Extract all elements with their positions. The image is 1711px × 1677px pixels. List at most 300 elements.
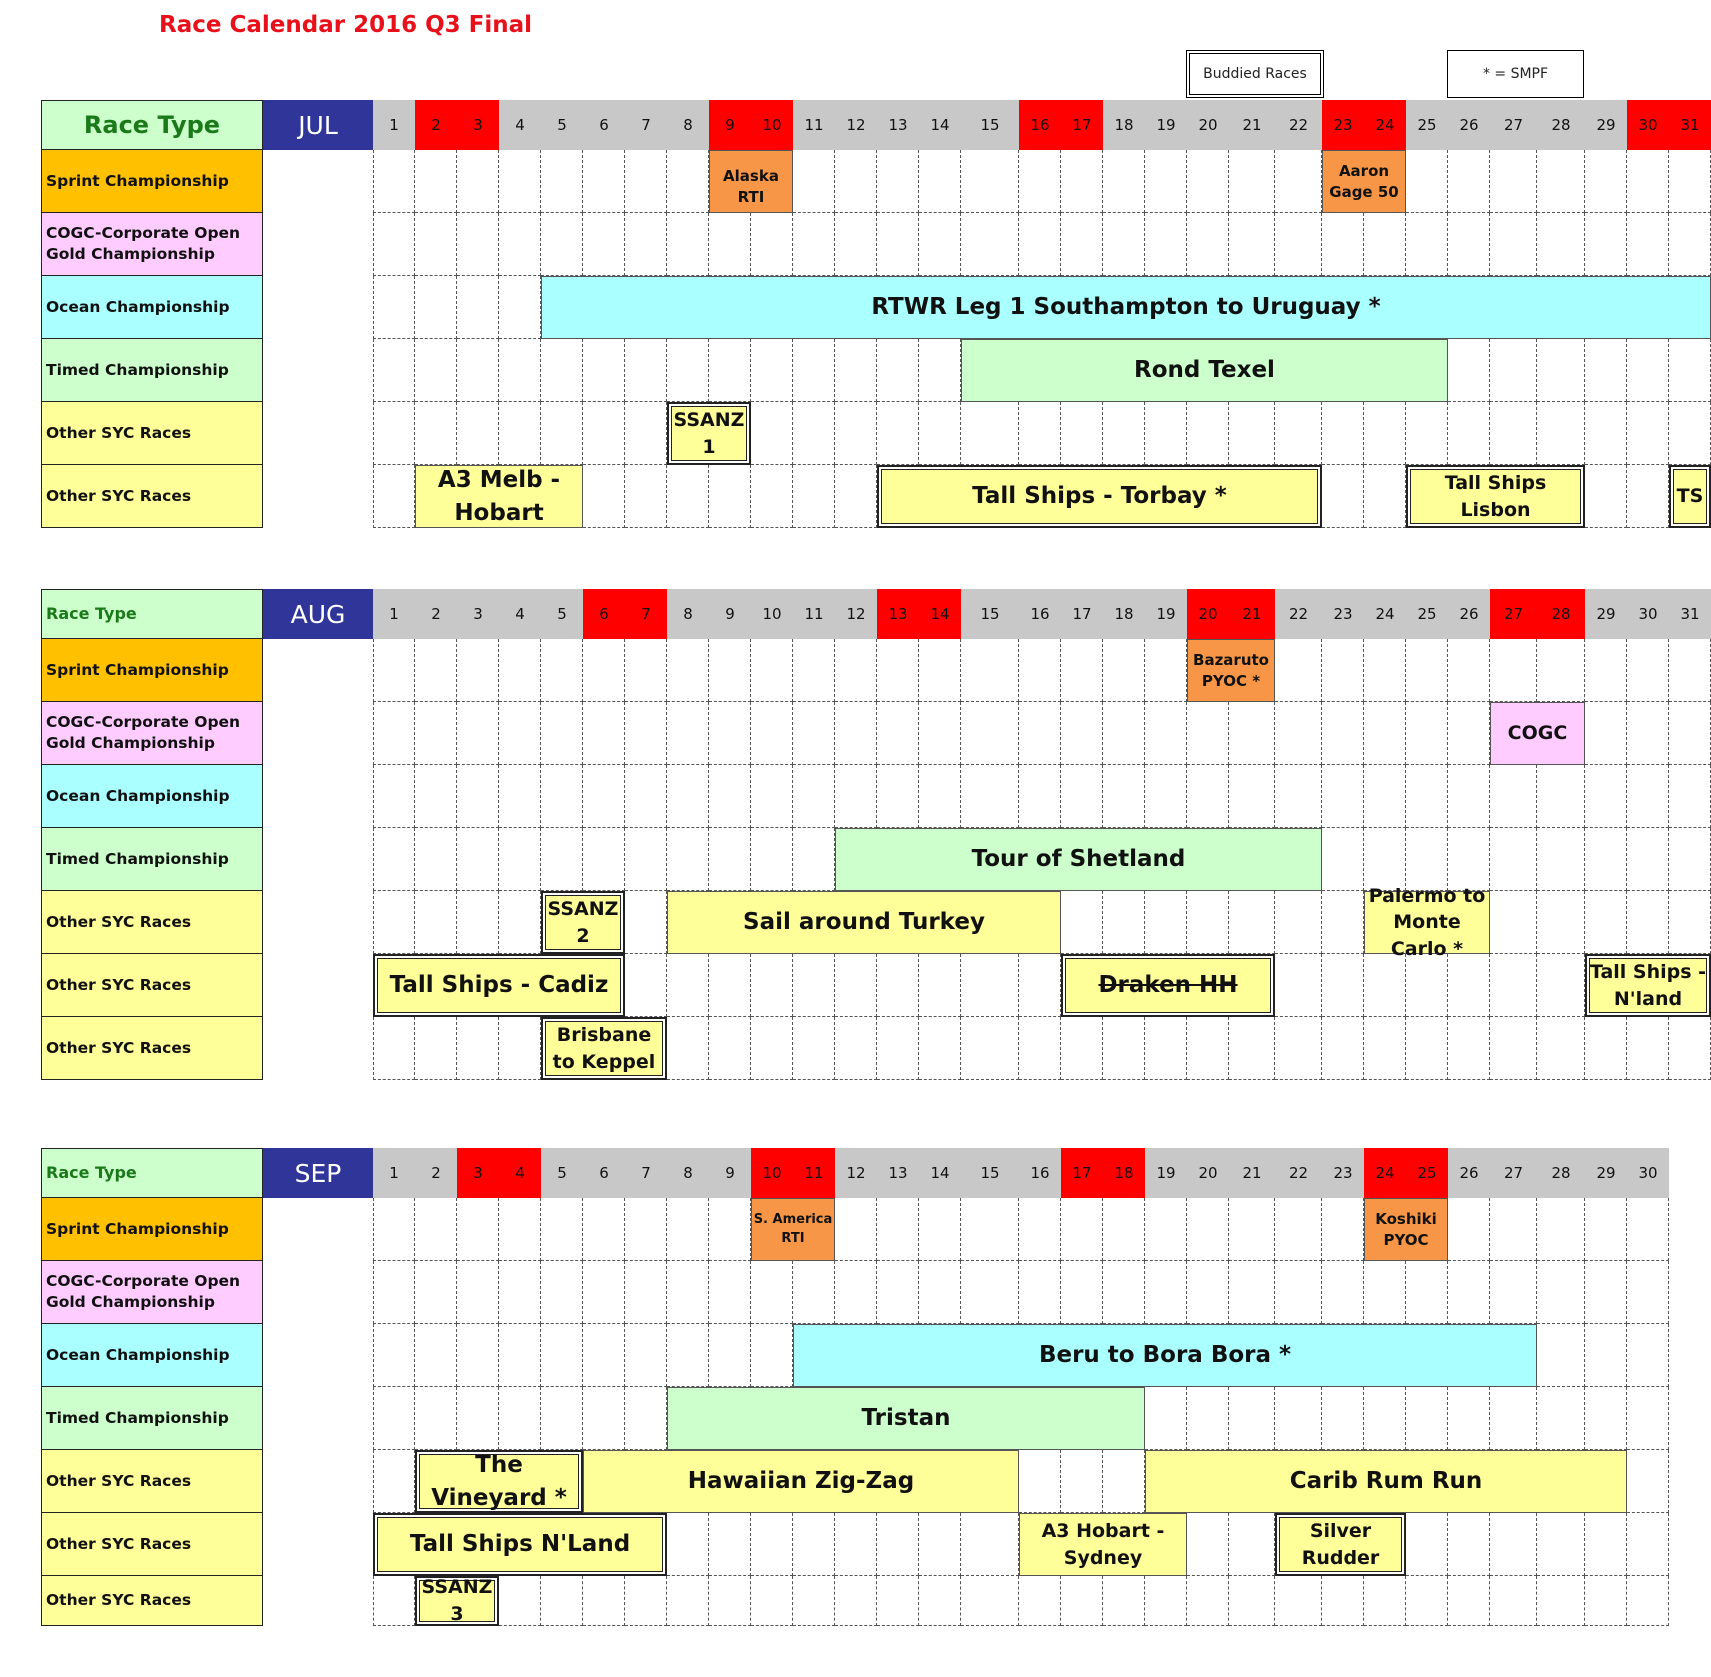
calendar-cell[interactable] — [1490, 954, 1537, 1017]
calendar-cell[interactable] — [709, 954, 751, 1017]
calendar-cell[interactable] — [1537, 1324, 1585, 1387]
calendar-cell[interactable] — [835, 339, 877, 402]
calendar-cell[interactable] — [1406, 1576, 1448, 1626]
calendar-cell[interactable] — [1585, 1576, 1627, 1626]
calendar-cell[interactable] — [877, 1198, 919, 1261]
calendar-cell[interactable] — [1490, 1198, 1537, 1261]
race-bar[interactable] — [667, 1387, 1145, 1450]
calendar-cell[interactable] — [415, 1017, 457, 1080]
calendar-cell[interactable] — [583, 465, 625, 528]
calendar-cell[interactable] — [835, 954, 877, 1017]
calendar-cell[interactable] — [835, 702, 877, 765]
calendar-cell[interactable] — [919, 702, 961, 765]
calendar-cell[interactable] — [1229, 1576, 1275, 1626]
calendar-cell[interactable] — [583, 1198, 625, 1261]
calendar-cell[interactable] — [1406, 1017, 1448, 1080]
calendar-cell[interactable] — [415, 1261, 457, 1324]
calendar-cell[interactable] — [1406, 150, 1448, 213]
calendar-cell[interactable] — [1490, 828, 1537, 891]
calendar-cell[interactable] — [1364, 954, 1406, 1017]
calendar-cell[interactable] — [919, 954, 961, 1017]
calendar-cell[interactable] — [541, 213, 583, 276]
calendar-cell[interactable] — [583, 1324, 625, 1387]
calendar-cell[interactable] — [1448, 1017, 1490, 1080]
calendar-cell[interactable] — [499, 1261, 541, 1324]
calendar-cell[interactable] — [541, 828, 583, 891]
calendar-cell[interactable] — [751, 465, 793, 528]
calendar-cell[interactable] — [961, 639, 1019, 702]
calendar-cell[interactable] — [583, 1576, 625, 1626]
calendar-cell[interactable] — [373, 150, 415, 213]
calendar-cell[interactable] — [709, 702, 751, 765]
calendar-cell[interactable] — [583, 213, 625, 276]
race-bar[interactable] — [415, 1450, 583, 1513]
calendar-cell[interactable] — [1275, 1198, 1322, 1261]
calendar-cell[interactable] — [1229, 1017, 1275, 1080]
calendar-cell[interactable] — [793, 765, 835, 828]
calendar-cell[interactable] — [1585, 213, 1627, 276]
calendar-cell[interactable] — [415, 891, 457, 954]
calendar-cell[interactable] — [1406, 402, 1448, 465]
calendar-cell[interactable] — [1275, 402, 1322, 465]
calendar-cell[interactable] — [1364, 765, 1406, 828]
calendar-cell[interactable] — [1061, 639, 1103, 702]
calendar-cell[interactable] — [1322, 702, 1364, 765]
calendar-cell[interactable] — [1187, 1198, 1229, 1261]
calendar-cell[interactable] — [415, 1387, 457, 1450]
calendar-cell[interactable] — [709, 1017, 751, 1080]
calendar-cell[interactable] — [1275, 1261, 1322, 1324]
calendar-cell[interactable] — [751, 1017, 793, 1080]
calendar-cell[interactable] — [1229, 765, 1275, 828]
calendar-cell[interactable] — [1406, 702, 1448, 765]
calendar-cell[interactable] — [541, 702, 583, 765]
calendar-cell[interactable] — [373, 213, 415, 276]
calendar-cell[interactable] — [1537, 891, 1585, 954]
calendar-cell[interactable] — [1490, 1387, 1537, 1450]
calendar-cell[interactable] — [1627, 1261, 1669, 1324]
calendar-cell[interactable] — [1490, 1017, 1537, 1080]
calendar-cell[interactable] — [667, 1576, 709, 1626]
calendar-cell[interactable] — [751, 1513, 793, 1576]
calendar-cell[interactable] — [499, 828, 541, 891]
calendar-cell[interactable] — [1364, 1017, 1406, 1080]
race-bar[interactable] — [1275, 1513, 1406, 1576]
calendar-cell[interactable] — [1448, 1387, 1490, 1450]
calendar-cell[interactable] — [415, 765, 457, 828]
calendar-cell[interactable] — [1145, 1017, 1187, 1080]
calendar-cell[interactable] — [1627, 1387, 1669, 1450]
calendar-cell[interactable] — [1490, 150, 1537, 213]
calendar-cell[interactable] — [709, 1324, 751, 1387]
calendar-cell[interactable] — [457, 1387, 499, 1450]
calendar-cell[interactable] — [1275, 954, 1322, 1017]
calendar-cell[interactable] — [835, 1017, 877, 1080]
race-bar[interactable] — [1585, 954, 1711, 1017]
calendar-cell[interactable] — [625, 1198, 667, 1261]
race-bar[interactable] — [1406, 465, 1585, 528]
calendar-cell[interactable] — [499, 1324, 541, 1387]
calendar-cell[interactable] — [1585, 1261, 1627, 1324]
calendar-cell[interactable] — [1061, 891, 1103, 954]
calendar-cell[interactable] — [373, 1198, 415, 1261]
calendar-cell[interactable] — [793, 402, 835, 465]
calendar-cell[interactable] — [499, 639, 541, 702]
calendar-cell[interactable] — [373, 639, 415, 702]
calendar-cell[interactable] — [1229, 1387, 1275, 1450]
calendar-cell[interactable] — [499, 891, 541, 954]
calendar-cell[interactable] — [583, 339, 625, 402]
calendar-cell[interactable] — [1019, 954, 1061, 1017]
calendar-cell[interactable] — [1364, 702, 1406, 765]
calendar-cell[interactable] — [1364, 465, 1406, 528]
race-bar[interactable] — [373, 1513, 667, 1576]
calendar-cell[interactable] — [793, 339, 835, 402]
calendar-cell[interactable] — [457, 1261, 499, 1324]
calendar-cell[interactable] — [667, 339, 709, 402]
calendar-cell[interactable] — [751, 1261, 793, 1324]
calendar-cell[interactable] — [1322, 1198, 1364, 1261]
calendar-cell[interactable] — [1490, 1513, 1537, 1576]
calendar-cell[interactable] — [1187, 402, 1229, 465]
calendar-cell[interactable] — [1229, 150, 1275, 213]
calendar-cell[interactable] — [1187, 1387, 1229, 1450]
calendar-cell[interactable] — [1275, 150, 1322, 213]
calendar-cell[interactable] — [709, 1576, 751, 1626]
calendar-cell[interactable] — [1103, 402, 1145, 465]
calendar-cell[interactable] — [541, 1261, 583, 1324]
calendar-cell[interactable] — [1669, 891, 1711, 954]
race-bar[interactable] — [877, 465, 1322, 528]
calendar-cell[interactable] — [1364, 1387, 1406, 1450]
calendar-cell[interactable] — [751, 954, 793, 1017]
calendar-cell[interactable] — [1145, 1387, 1187, 1450]
calendar-cell[interactable] — [835, 639, 877, 702]
calendar-cell[interactable] — [1406, 639, 1448, 702]
calendar-cell[interactable] — [1537, 1387, 1585, 1450]
calendar-cell[interactable] — [1061, 402, 1103, 465]
calendar-cell[interactable] — [1585, 1198, 1627, 1261]
calendar-cell[interactable] — [961, 702, 1019, 765]
calendar-cell[interactable] — [1627, 765, 1669, 828]
race-bar[interactable] — [583, 1450, 1019, 1513]
calendar-cell[interactable] — [1061, 1450, 1103, 1513]
calendar-cell[interactable] — [793, 639, 835, 702]
calendar-cell[interactable] — [793, 1513, 835, 1576]
calendar-cell[interactable] — [1275, 702, 1322, 765]
calendar-cell[interactable] — [1669, 765, 1711, 828]
calendar-cell[interactable] — [1627, 891, 1669, 954]
calendar-cell[interactable] — [961, 213, 1019, 276]
calendar-cell[interactable] — [877, 402, 919, 465]
calendar-cell[interactable] — [751, 339, 793, 402]
calendar-cell[interactable] — [625, 1324, 667, 1387]
calendar-cell[interactable] — [1145, 1576, 1187, 1626]
calendar-cell[interactable] — [625, 828, 667, 891]
calendar-cell[interactable] — [835, 213, 877, 276]
calendar-cell[interactable] — [1019, 639, 1061, 702]
calendar-cell[interactable] — [1145, 150, 1187, 213]
calendar-cell[interactable] — [1061, 150, 1103, 213]
calendar-cell[interactable] — [1145, 702, 1187, 765]
calendar-cell[interactable] — [667, 465, 709, 528]
calendar-cell[interactable] — [1585, 1017, 1627, 1080]
calendar-cell[interactable] — [1229, 702, 1275, 765]
calendar-cell[interactable] — [1537, 1261, 1585, 1324]
race-bar[interactable] — [415, 1576, 499, 1626]
calendar-cell[interactable] — [457, 339, 499, 402]
calendar-cell[interactable] — [541, 402, 583, 465]
calendar-cell[interactable] — [415, 339, 457, 402]
calendar-cell[interactable] — [1103, 702, 1145, 765]
calendar-cell[interactable] — [1187, 891, 1229, 954]
calendar-cell[interactable] — [373, 1576, 415, 1626]
calendar-cell[interactable] — [1364, 828, 1406, 891]
calendar-cell[interactable] — [1145, 1261, 1187, 1324]
calendar-cell[interactable] — [373, 1324, 415, 1387]
calendar-cell[interactable] — [1448, 150, 1490, 213]
calendar-cell[interactable] — [625, 702, 667, 765]
calendar-cell[interactable] — [1585, 339, 1627, 402]
calendar-cell[interactable] — [1322, 1576, 1364, 1626]
calendar-cell[interactable] — [793, 828, 835, 891]
calendar-cell[interactable] — [1275, 891, 1322, 954]
calendar-cell[interactable] — [1669, 402, 1711, 465]
calendar-cell[interactable] — [667, 702, 709, 765]
calendar-cell[interactable] — [835, 465, 877, 528]
calendar-cell[interactable] — [415, 639, 457, 702]
calendar-cell[interactable] — [877, 639, 919, 702]
calendar-cell[interactable] — [1187, 213, 1229, 276]
calendar-cell[interactable] — [541, 1576, 583, 1626]
calendar-cell[interactable] — [1145, 402, 1187, 465]
calendar-cell[interactable] — [457, 150, 499, 213]
calendar-cell[interactable] — [625, 639, 667, 702]
calendar-cell[interactable] — [457, 702, 499, 765]
calendar-cell[interactable] — [961, 1198, 1019, 1261]
calendar-cell[interactable] — [415, 702, 457, 765]
calendar-cell[interactable] — [499, 1576, 541, 1626]
calendar-cell[interactable] — [961, 150, 1019, 213]
calendar-cell[interactable] — [919, 402, 961, 465]
calendar-cell[interactable] — [1585, 1513, 1627, 1576]
calendar-cell[interactable] — [1627, 1450, 1669, 1513]
calendar-cell[interactable] — [667, 1198, 709, 1261]
calendar-cell[interactable] — [1627, 828, 1669, 891]
calendar-cell[interactable] — [541, 1324, 583, 1387]
calendar-cell[interactable] — [373, 1017, 415, 1080]
calendar-cell[interactable] — [1448, 828, 1490, 891]
calendar-cell[interactable] — [415, 1198, 457, 1261]
calendar-cell[interactable] — [751, 702, 793, 765]
calendar-cell[interactable] — [1669, 150, 1711, 213]
calendar-cell[interactable] — [1585, 639, 1627, 702]
calendar-cell[interactable] — [1448, 213, 1490, 276]
calendar-cell[interactable] — [457, 402, 499, 465]
calendar-cell[interactable] — [1585, 1324, 1627, 1387]
calendar-cell[interactable] — [1627, 1576, 1669, 1626]
calendar-cell[interactable] — [1145, 891, 1187, 954]
calendar-cell[interactable] — [1103, 1261, 1145, 1324]
calendar-cell[interactable] — [1187, 150, 1229, 213]
calendar-cell[interactable] — [877, 1576, 919, 1626]
calendar-cell[interactable] — [1019, 1017, 1061, 1080]
calendar-cell[interactable] — [1145, 639, 1187, 702]
calendar-cell[interactable] — [1448, 639, 1490, 702]
calendar-cell[interactable] — [1448, 765, 1490, 828]
calendar-cell[interactable] — [1490, 213, 1537, 276]
calendar-cell[interactable] — [709, 765, 751, 828]
calendar-cell[interactable] — [583, 1387, 625, 1450]
calendar-cell[interactable] — [1322, 891, 1364, 954]
calendar-cell[interactable] — [583, 150, 625, 213]
calendar-cell[interactable] — [709, 1513, 751, 1576]
race-bar[interactable] — [373, 954, 625, 1017]
calendar-cell[interactable] — [373, 765, 415, 828]
calendar-cell[interactable] — [667, 1324, 709, 1387]
race-bar[interactable] — [1322, 150, 1406, 213]
race-bar[interactable] — [1364, 1198, 1448, 1261]
calendar-cell[interactable] — [1103, 150, 1145, 213]
calendar-cell[interactable] — [1019, 1261, 1061, 1324]
calendar-cell[interactable] — [877, 1261, 919, 1324]
calendar-cell[interactable] — [961, 1576, 1019, 1626]
calendar-cell[interactable] — [1448, 1576, 1490, 1626]
calendar-cell[interactable] — [1145, 1198, 1187, 1261]
calendar-cell[interactable] — [1537, 765, 1585, 828]
calendar-cell[interactable] — [667, 1261, 709, 1324]
calendar-cell[interactable] — [1448, 1198, 1490, 1261]
calendar-cell[interactable] — [1322, 639, 1364, 702]
calendar-cell[interactable] — [1103, 1198, 1145, 1261]
calendar-cell[interactable] — [1627, 639, 1669, 702]
calendar-cell[interactable] — [1229, 1261, 1275, 1324]
calendar-cell[interactable] — [835, 765, 877, 828]
calendar-cell[interactable] — [499, 1198, 541, 1261]
calendar-cell[interactable] — [961, 1017, 1019, 1080]
calendar-cell[interactable] — [1322, 465, 1364, 528]
calendar-cell[interactable] — [583, 828, 625, 891]
calendar-cell[interactable] — [1669, 213, 1711, 276]
calendar-cell[interactable] — [877, 1017, 919, 1080]
calendar-cell[interactable] — [793, 465, 835, 528]
calendar-cell[interactable] — [1275, 213, 1322, 276]
calendar-cell[interactable] — [793, 1576, 835, 1626]
calendar-cell[interactable] — [1585, 150, 1627, 213]
race-bar[interactable] — [793, 1324, 1537, 1387]
calendar-cell[interactable] — [1061, 213, 1103, 276]
calendar-cell[interactable] — [373, 465, 415, 528]
calendar-cell[interactable] — [499, 339, 541, 402]
calendar-cell[interactable] — [877, 765, 919, 828]
race-bar[interactable] — [667, 402, 751, 465]
race-bar[interactable] — [751, 1198, 835, 1261]
calendar-cell[interactable] — [1019, 765, 1061, 828]
calendar-cell[interactable] — [1537, 1576, 1585, 1626]
calendar-cell[interactable] — [1406, 1387, 1448, 1450]
calendar-cell[interactable] — [373, 339, 415, 402]
calendar-cell[interactable] — [1187, 765, 1229, 828]
calendar-cell[interactable] — [1490, 639, 1537, 702]
calendar-cell[interactable] — [793, 1261, 835, 1324]
calendar-cell[interactable] — [1145, 213, 1187, 276]
calendar-cell[interactable] — [1537, 1198, 1585, 1261]
calendar-cell[interactable] — [1406, 828, 1448, 891]
race-bar[interactable] — [415, 465, 583, 528]
calendar-cell[interactable] — [751, 1324, 793, 1387]
calendar-cell[interactable] — [877, 954, 919, 1017]
calendar-cell[interactable] — [1669, 339, 1711, 402]
calendar-cell[interactable] — [1229, 1513, 1275, 1576]
calendar-cell[interactable] — [625, 402, 667, 465]
calendar-cell[interactable] — [1448, 702, 1490, 765]
calendar-cell[interactable] — [667, 1513, 709, 1576]
calendar-cell[interactable] — [835, 1261, 877, 1324]
calendar-cell[interactable] — [1448, 339, 1490, 402]
calendar-cell[interactable] — [457, 828, 499, 891]
race-bar[interactable] — [1669, 465, 1711, 528]
calendar-cell[interactable] — [835, 402, 877, 465]
calendar-cell[interactable] — [1537, 339, 1585, 402]
calendar-cell[interactable] — [373, 276, 415, 339]
calendar-cell[interactable] — [667, 150, 709, 213]
calendar-cell[interactable] — [1364, 402, 1406, 465]
calendar-cell[interactable] — [1187, 1017, 1229, 1080]
calendar-cell[interactable] — [751, 765, 793, 828]
calendar-cell[interactable] — [751, 1576, 793, 1626]
calendar-cell[interactable] — [1061, 1576, 1103, 1626]
calendar-cell[interactable] — [499, 150, 541, 213]
calendar-cell[interactable] — [877, 339, 919, 402]
calendar-cell[interactable] — [1490, 402, 1537, 465]
race-bar[interactable] — [541, 1017, 667, 1080]
calendar-cell[interactable] — [793, 150, 835, 213]
calendar-cell[interactable] — [1448, 402, 1490, 465]
calendar-cell[interactable] — [457, 1198, 499, 1261]
calendar-cell[interactable] — [667, 828, 709, 891]
calendar-cell[interactable] — [919, 1513, 961, 1576]
calendar-cell[interactable] — [1537, 150, 1585, 213]
calendar-cell[interactable] — [667, 1017, 709, 1080]
calendar-cell[interactable] — [1275, 765, 1322, 828]
calendar-cell[interactable] — [1019, 150, 1061, 213]
calendar-cell[interactable] — [751, 828, 793, 891]
race-bar[interactable] — [1019, 1513, 1187, 1576]
calendar-cell[interactable] — [1322, 1017, 1364, 1080]
calendar-cell[interactable] — [499, 1387, 541, 1450]
calendar-cell[interactable] — [751, 402, 793, 465]
calendar-cell[interactable] — [1627, 465, 1669, 528]
calendar-cell[interactable] — [415, 828, 457, 891]
race-bar[interactable] — [1490, 702, 1585, 765]
calendar-cell[interactable] — [1490, 339, 1537, 402]
calendar-cell[interactable] — [541, 765, 583, 828]
calendar-cell[interactable] — [1061, 702, 1103, 765]
calendar-cell[interactable] — [709, 1261, 751, 1324]
calendar-cell[interactable] — [877, 1513, 919, 1576]
calendar-cell[interactable] — [961, 765, 1019, 828]
calendar-cell[interactable] — [877, 150, 919, 213]
calendar-cell[interactable] — [1448, 1513, 1490, 1576]
calendar-cell[interactable] — [835, 1513, 877, 1576]
calendar-cell[interactable] — [793, 213, 835, 276]
calendar-cell[interactable] — [1061, 1198, 1103, 1261]
calendar-cell[interactable] — [583, 765, 625, 828]
calendar-cell[interactable] — [1229, 213, 1275, 276]
calendar-cell[interactable] — [457, 1324, 499, 1387]
calendar-cell[interactable] — [373, 828, 415, 891]
calendar-cell[interactable] — [961, 1513, 1019, 1576]
